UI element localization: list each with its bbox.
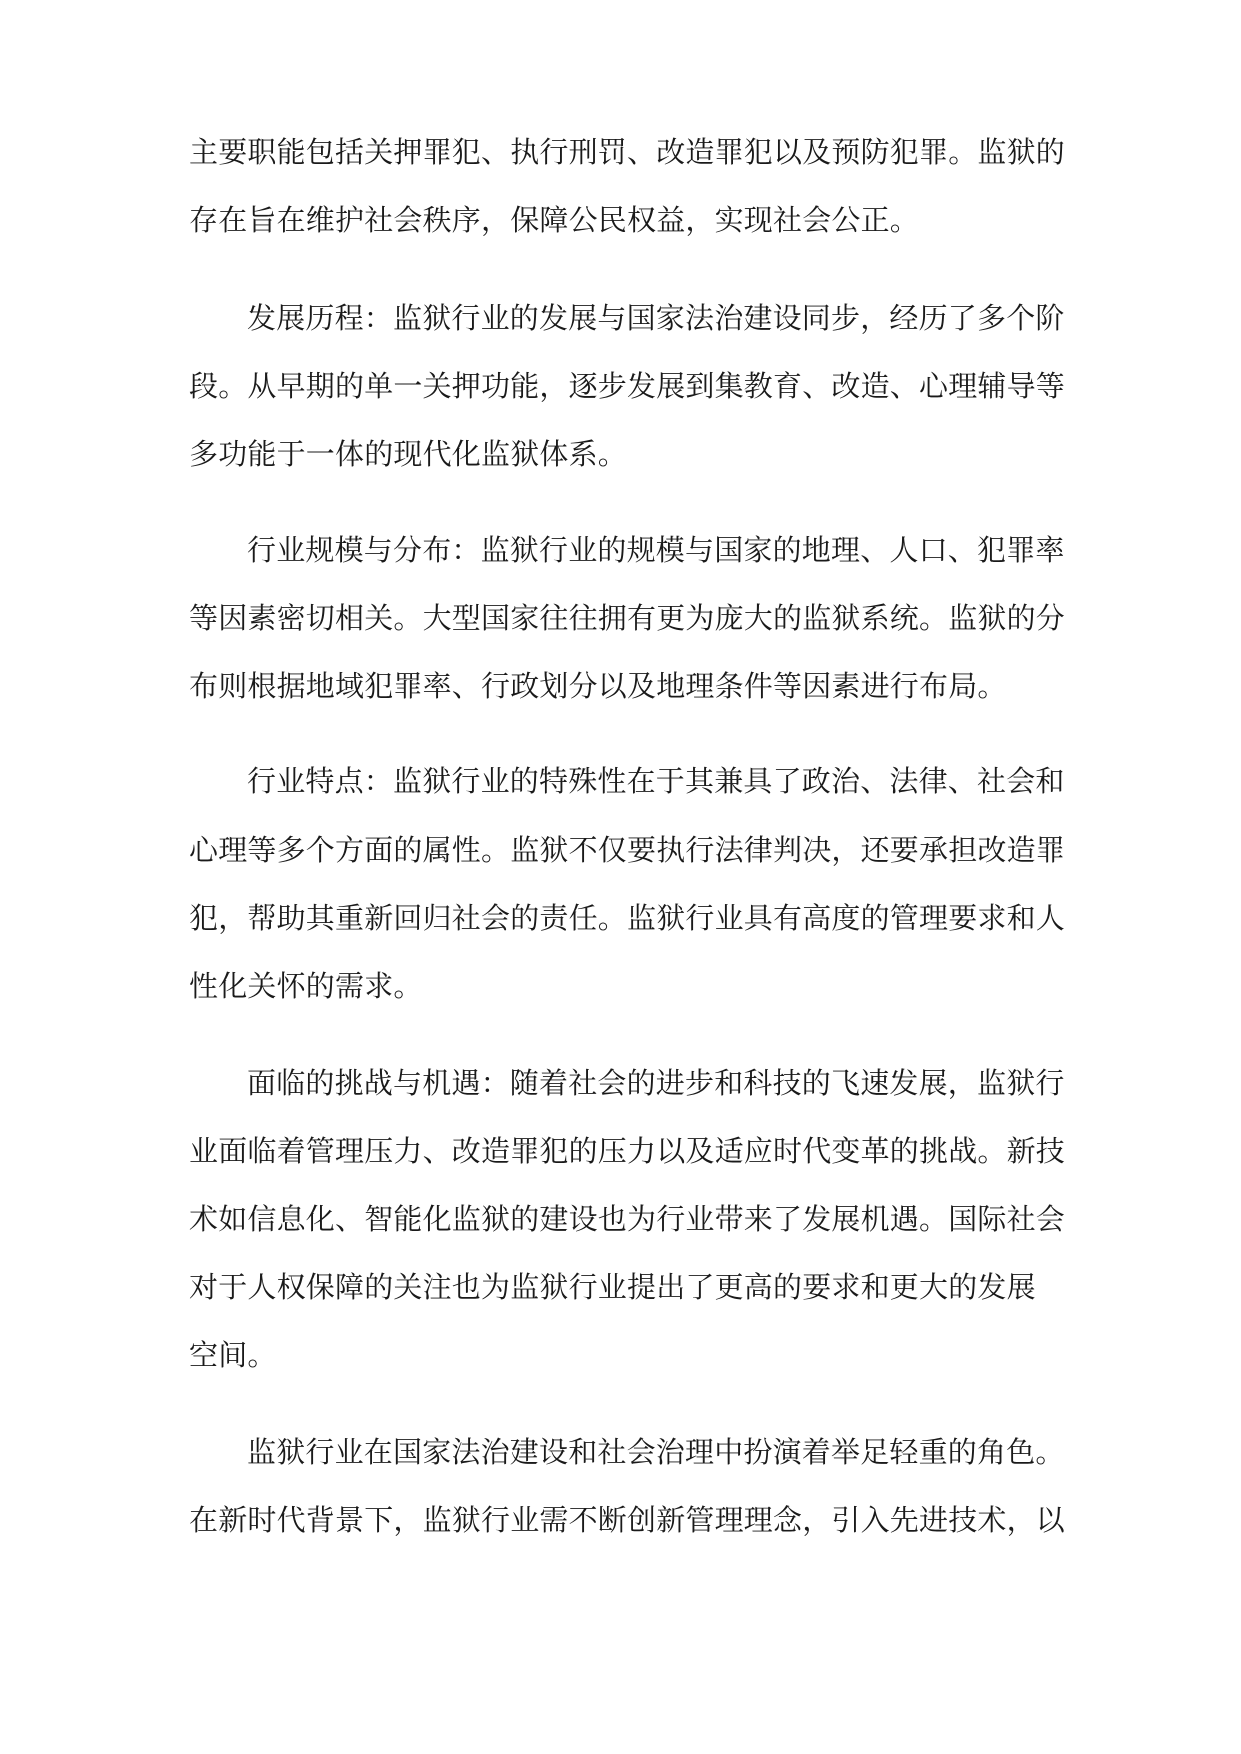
text-line: 心理等多个方面的属性。监狱不仅要执行法律判决，还要承担改造罪 [189,833,1066,867]
text-line: 存在旨在维护社会秩序，保障公民权益，实现社会公正。 [189,203,920,237]
text-line: 术如信息化、智能化监狱的建设也为行业带来了发展机遇。国际社会 [189,1202,1066,1236]
paragraph-first-line: 发展历程：监狱行业的发展与国家法治建设同步，经历了多个阶 [247,301,1065,335]
text-line: 多功能于一体的现代化监狱体系。 [189,437,628,471]
text-line: 犯，帮助其重新回归社会的责任。监狱行业具有高度的管理要求和人 [189,901,1066,935]
text-line: 空间。 [189,1338,277,1372]
text-line: 性化关怀的需求。 [189,969,423,1003]
paragraph-first-line: 面临的挑战与机遇：随着社会的进步和科技的飞速发展，监狱行 [247,1066,1065,1100]
paragraph-first-line: 监狱行业在国家法治建设和社会治理中扮演着举足轻重的角色。 [247,1435,1065,1469]
text-line: 主要职能包括关押罪犯、执行刑罚、改造罪犯以及预防犯罪。监狱的 [189,135,1066,169]
paragraph-first-line: 行业规模与分布：监狱行业的规模与国家的地理、人口、犯罪率 [247,533,1065,567]
text-line: 对于人权保障的关注也为监狱行业提出了更高的要求和更大的发展 [189,1270,1036,1304]
text-line: 业面临着管理压力、改造罪犯的压力以及适应时代变革的挑战。新技 [189,1134,1066,1168]
text-line: 等因素密切相关。大型国家往往拥有更为庞大的监狱系统。监狱的分 [189,601,1066,635]
text-line: 段。从早期的单一关押功能，逐步发展到集教育、改造、心理辅导等 [189,369,1066,403]
text-line: 在新时代背景下，监狱行业需不断创新管理理念，引入先进技术，以 [189,1503,1066,1537]
text-line: 布则根据地域犯罪率、行政划分以及地理条件等因素进行布局。 [189,669,1007,703]
paragraph-first-line: 行业特点：监狱行业的特殊性在于其兼具了政治、法律、社会和 [247,764,1065,798]
